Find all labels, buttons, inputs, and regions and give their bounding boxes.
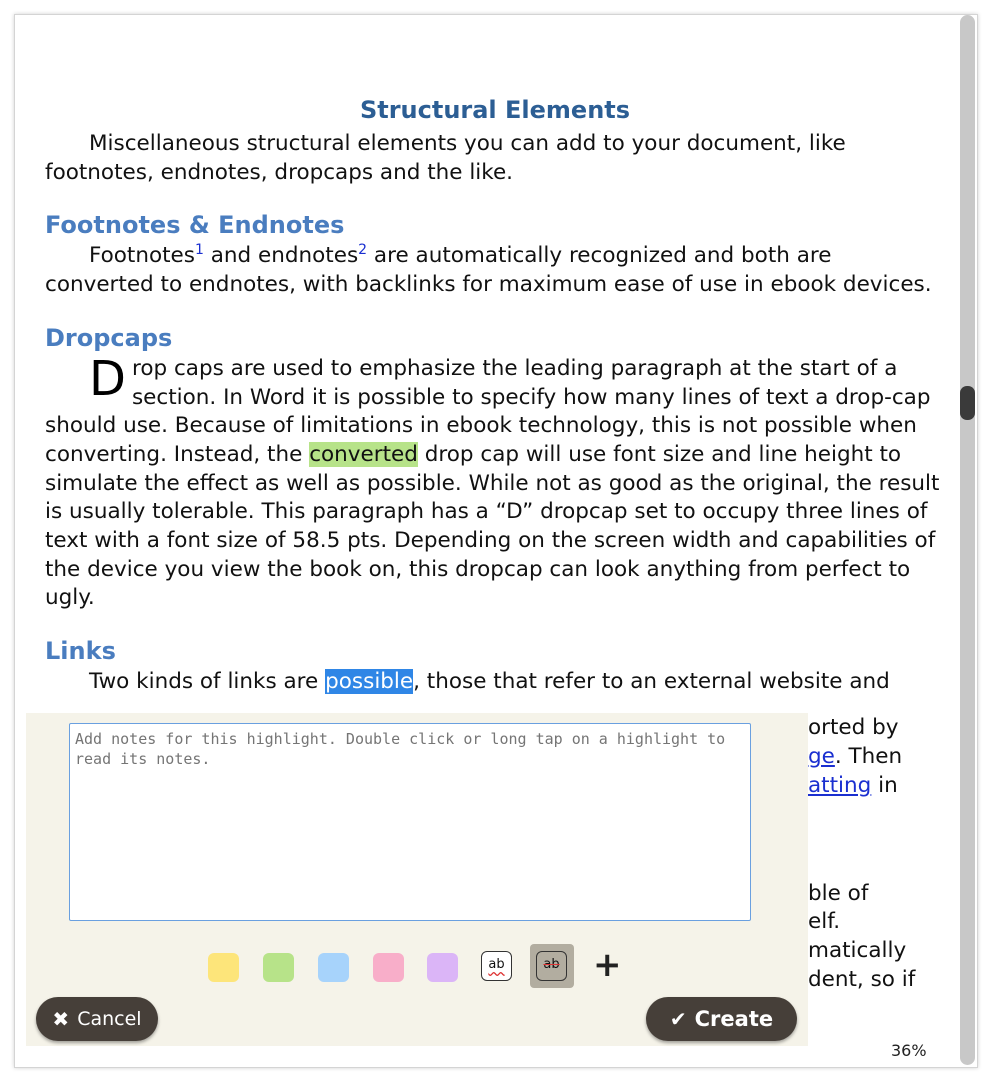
create-button[interactable] xyxy=(646,997,797,1041)
swatch-blue[interactable] xyxy=(318,953,349,982)
text-fragment: . Then xyxy=(834,744,903,769)
text-fragment: in xyxy=(871,773,898,798)
link-fragment[interactable]: ge xyxy=(808,744,835,769)
dropcap-letter: D xyxy=(89,350,126,407)
dropcaps-text-after: drop cap will use font size and line height to simulate the effect as well as possible. While not as good as the original, the result is usually tolerable. This paragraph has a “D” dropcap set to occupy three lines of text with a font size of 58.5 pts. Depending on the screen width and capabilities of the device you view the book on, this dropcap can look anything from perfect to ugly. xyxy=(45,441,940,611)
heading-footnotes: Footnotes & Endnotes xyxy=(45,211,345,240)
text-fragment xyxy=(808,772,898,801)
dropcaps-paragraph xyxy=(45,350,945,613)
links-paragraph xyxy=(45,668,945,697)
heading-dropcaps: Dropcaps xyxy=(45,323,173,352)
endnote-ref-2[interactable]: 2 xyxy=(358,242,368,259)
text-fragment: matically xyxy=(808,938,907,963)
page-title: Structural Elements xyxy=(359,96,631,124)
links-text-after: , those that refer to an external website and xyxy=(413,669,890,695)
text-fragment: orted by xyxy=(808,715,899,740)
footnotes-text-2: and endnotes xyxy=(203,243,359,269)
footnotes-text-3: are automatically recognized and both are converted to endnotes, with backlinks for maximum ease of use in ebook devices. xyxy=(45,243,932,298)
create-label: Create xyxy=(694,1007,774,1031)
intro-paragraph: Miscellaneous structural elements you can add to your document, like footnotes, endnotes, dropcaps and the like. xyxy=(45,131,846,185)
strikethrough-style-button[interactable]: ab xyxy=(536,951,567,981)
notes-input[interactable] xyxy=(69,723,751,921)
text-fragment xyxy=(808,743,902,772)
cancel-label: Cancel xyxy=(77,1008,142,1030)
strikethrough-style-wrapper[interactable] xyxy=(530,944,574,988)
reading-progress: 36% xyxy=(891,1041,927,1060)
swatch-purple[interactable] xyxy=(427,953,458,982)
close-icon: ✖ xyxy=(52,1007,70,1031)
check-icon: ✔ xyxy=(669,1007,687,1031)
swatch-green[interactable] xyxy=(263,953,294,982)
swatch-yellow[interactable] xyxy=(208,953,239,982)
underline-style-button[interactable]: ab xyxy=(481,951,512,981)
text-fragment: dent, so if xyxy=(808,967,916,992)
green-highlight[interactable]: converted xyxy=(309,441,418,467)
footnotes-text-1: Footnotes xyxy=(89,243,195,269)
footnotes-paragraph xyxy=(45,242,945,299)
text-fragment: elf. xyxy=(808,909,841,934)
links-text-before: Two kinds of links are xyxy=(89,669,326,695)
highlight-notes-panel xyxy=(26,713,808,1046)
current-selection[interactable]: possible xyxy=(325,669,414,695)
add-style-icon[interactable]: + xyxy=(593,945,622,985)
text-fragment: ble of xyxy=(808,881,869,906)
book-content xyxy=(45,90,945,697)
link-fragment[interactable]: atting xyxy=(808,773,872,798)
footnote-ref-1[interactable]: 1 xyxy=(194,242,204,259)
swatch-pink[interactable] xyxy=(373,953,404,982)
heading-links: Links xyxy=(45,637,116,666)
dropcaps-text-before: rop caps are used to emphasize the leading paragraph at the start of a section. In Word it is possible to specify how many lines of text a drop-cap should use. Because of limitations in ebook technology, this is not possible when converting. Instead, the xyxy=(45,355,931,467)
scrollbar-track[interactable] xyxy=(960,15,975,1065)
scrollbar-thumb[interactable] xyxy=(960,386,975,420)
cancel-button[interactable] xyxy=(36,997,158,1041)
